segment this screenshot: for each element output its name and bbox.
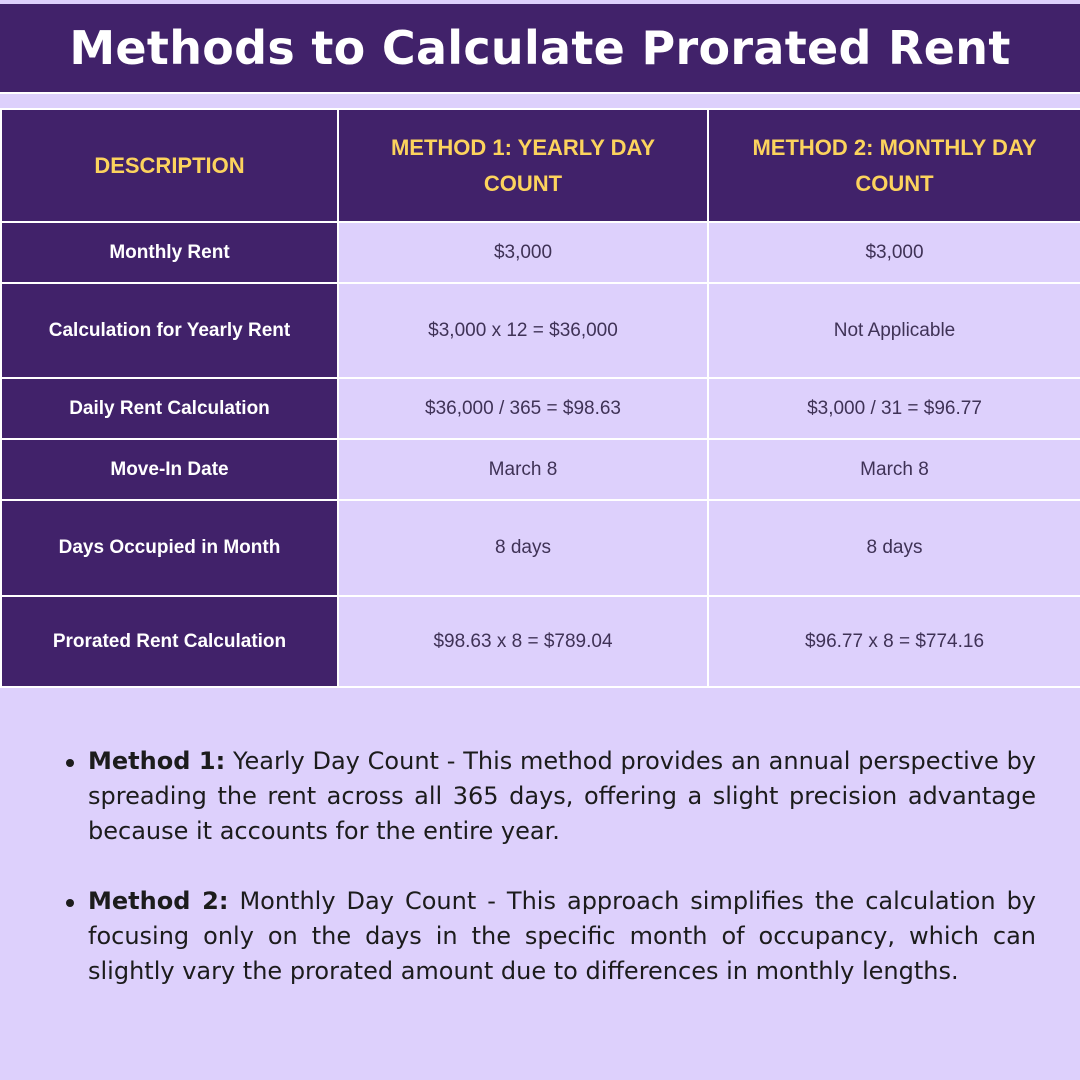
method-2-value: $3,000 / 31 = $96.77 bbox=[708, 378, 1080, 439]
page-title: Methods to Calculate Prorated Rent bbox=[69, 21, 1011, 75]
row-label: Prorated Rent Calculation bbox=[1, 596, 338, 687]
table-header-row bbox=[1, 109, 1080, 222]
table-row bbox=[1, 222, 1080, 283]
table-row bbox=[1, 439, 1080, 500]
row-label: Daily Rent Calculation bbox=[1, 378, 338, 439]
method-2-value: $3,000 bbox=[708, 222, 1080, 283]
header-method-2: METHOD 2: MONTHLY DAY COUNT bbox=[708, 109, 1080, 222]
row-label: Days Occupied in Month bbox=[1, 500, 338, 596]
table-row bbox=[1, 500, 1080, 596]
note-text: Monthly Day Count - This approach simplifies the calculation by focusing only on the days in the specific month of occupancy, which can slightly vary the prorated amount due to differences in monthly lengths. bbox=[88, 887, 1037, 985]
header-method-1: METHOD 1: YEARLY DAY COUNT bbox=[338, 109, 708, 222]
header-description: DESCRIPTION bbox=[1, 109, 338, 222]
row-label: Calculation for Yearly Rent bbox=[1, 283, 338, 378]
title-bar bbox=[0, 4, 1080, 92]
method-1-value: 8 days bbox=[338, 500, 708, 596]
method-1-value: $3,000 bbox=[338, 222, 708, 283]
comparison-table bbox=[0, 108, 1080, 688]
table-row bbox=[1, 283, 1080, 378]
note-heading: Method 1: bbox=[88, 747, 226, 775]
method-1-value: March 8 bbox=[338, 439, 708, 500]
row-label: Move-In Date bbox=[1, 439, 338, 500]
note-heading: Method 2: bbox=[88, 887, 229, 915]
method-1-value: $98.63 x 8 = $789.04 bbox=[338, 596, 708, 687]
method-1-value: $36,000 / 365 = $98.63 bbox=[338, 378, 708, 439]
method-2-value: Not Applicable bbox=[708, 283, 1080, 378]
table-row bbox=[1, 596, 1080, 687]
note-text: Yearly Day Count - This method provides an annual perspective by spreading the rent across all 365 days, offering a slight precision advantage because it accounts for the entire year. bbox=[88, 747, 1037, 845]
row-label: Monthly Rent bbox=[1, 222, 338, 283]
list-item bbox=[60, 884, 1036, 989]
method-1-value: $3,000 x 12 = $36,000 bbox=[338, 283, 708, 378]
title-divider bbox=[0, 92, 1080, 108]
method-2-value: $96.77 x 8 = $774.16 bbox=[708, 596, 1080, 687]
list-item bbox=[60, 744, 1036, 849]
method-2-value: March 8 bbox=[708, 439, 1080, 500]
table-row bbox=[1, 378, 1080, 439]
notes-list bbox=[60, 744, 1036, 1024]
method-2-value: 8 days bbox=[708, 500, 1080, 596]
